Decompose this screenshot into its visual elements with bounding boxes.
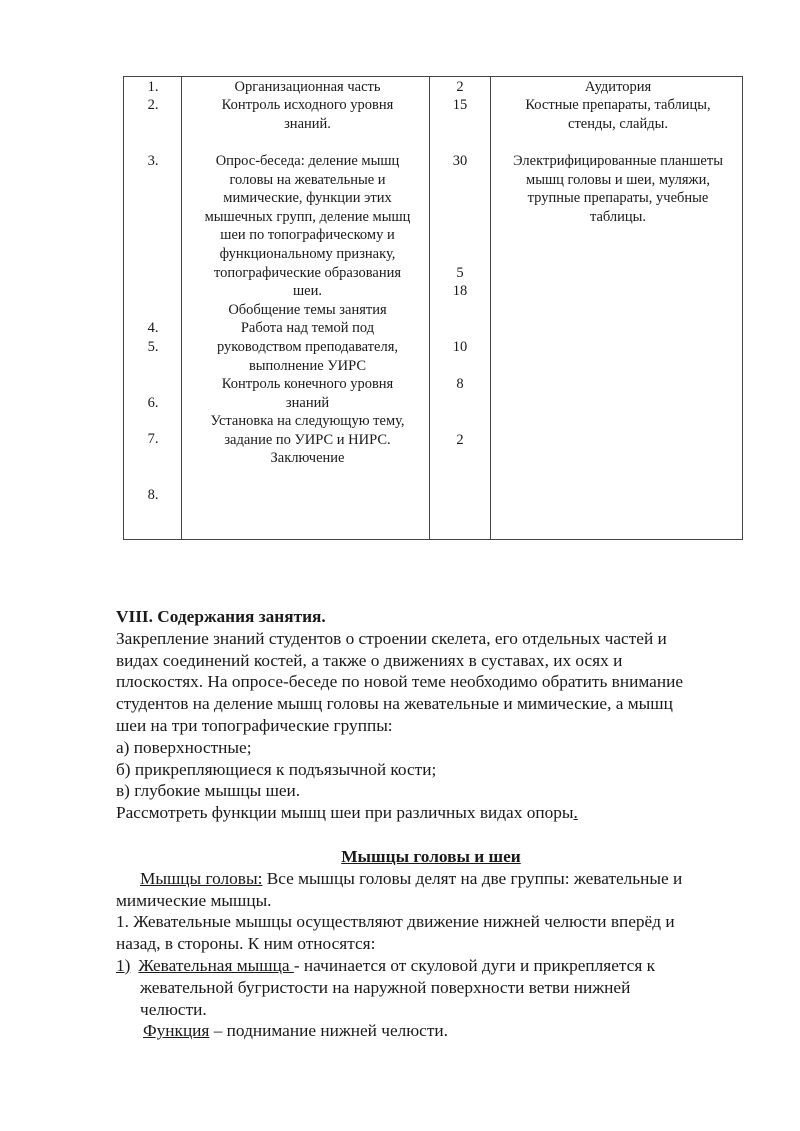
paragraph-line: студентов на деление мышц головы на жевательные и мимические, а мышц xyxy=(116,694,673,714)
row-number: 4. xyxy=(147,320,159,336)
activity-text: задание по УИРС и НИРС. xyxy=(224,432,391,448)
activity-text: шеи по топографическому и xyxy=(220,227,395,243)
paragraph-line: плоскостях. На опросе-беседе по новой теме необходимо обратить внимание xyxy=(116,672,683,692)
activity-text: знаний xyxy=(285,395,330,411)
subsection-title: Мышцы головы и шеи xyxy=(341,846,521,866)
row-number: 8. xyxy=(147,487,159,503)
row-number: 5. xyxy=(147,339,159,355)
paragraph-line: шеи на три топографические группы: xyxy=(116,715,393,735)
activity-text: шеи. xyxy=(293,283,322,299)
activity-text: Обобщение темы занятия xyxy=(228,302,387,318)
section-heading: VIII. Содержания занятия. xyxy=(116,607,326,626)
minutes-value: 8 xyxy=(456,376,464,392)
minutes-value: 5 xyxy=(456,265,464,281)
activity-text: мышечных групп, деление мышц xyxy=(204,209,411,225)
row-number: 7. xyxy=(147,431,159,447)
activity-text: Организационная часть xyxy=(234,79,381,95)
item-1-line: челюсти. xyxy=(140,999,207,1019)
activity-text: Опрос-беседа: деление мышц xyxy=(215,153,400,169)
activity-text: Контроль исходного уровня xyxy=(221,97,394,113)
minutes-value: 15 xyxy=(452,97,468,113)
item-1-text: - начинается от скуловой дуги и прикрепляется к xyxy=(293,955,655,975)
list-item: а) поверхностные; xyxy=(116,737,252,757)
chewing-line: 1. Жевательные мышцы осуществляют движение нижней челюсти вперёд и xyxy=(116,912,675,932)
row-number: 1. xyxy=(147,79,159,95)
paragraph-line: видах соединений костей, а также о движениях в суставах, их осях и xyxy=(116,650,623,670)
head-muscles-label: Мышцы головы: xyxy=(140,868,263,888)
activity-text: головы на жевательные и xyxy=(229,172,386,188)
head-muscles-line xyxy=(116,868,746,890)
chewing-line: назад, в стороны. К ним относятся: xyxy=(116,934,376,954)
row-number: 6. xyxy=(147,395,159,411)
item-1-number: 1) xyxy=(116,955,131,975)
function-label: Функция xyxy=(143,1021,210,1041)
minutes-value: 10 xyxy=(452,339,468,355)
minutes-value: 18 xyxy=(452,283,468,299)
function-line xyxy=(116,1020,746,1042)
activity-text: выполнение УИРС xyxy=(248,358,367,374)
activity-text: Установка на следующую тему, xyxy=(210,413,405,429)
minutes-value: 2 xyxy=(456,432,464,448)
head-muscles-text: Все мышцы головы делят на две группы: жевательные и xyxy=(262,868,683,888)
resource-text: мышц головы и шеи, муляжи, xyxy=(526,172,710,188)
activity-text: мимические, функции этих xyxy=(223,190,392,206)
activity-text: Работа над темой под xyxy=(240,320,375,336)
activity-text: Заключение xyxy=(270,450,345,466)
list-item: в) глубокие мышцы шеи. xyxy=(116,781,301,801)
activity-text: руководством преподавателя, xyxy=(217,339,398,355)
activity-text: топографические образования xyxy=(213,265,402,281)
item-1-label: Жевательная мышца xyxy=(138,955,294,975)
activity-text: знаний. xyxy=(284,116,331,132)
resource-text: Аудитория xyxy=(584,79,652,95)
closing-text: Рассмотреть функции мышц шеи при различных видах опоры xyxy=(116,803,574,823)
item-1-line xyxy=(116,955,746,977)
closing-dot: . xyxy=(573,803,578,823)
item-1-line: жевательной бугристости на наружной поверхности ветви нижней xyxy=(140,977,631,997)
paragraph-line: Закрепление знаний студентов о строении скелета, его отдельных частей и xyxy=(116,628,667,648)
resource-text: Электрифицированные планшеты xyxy=(513,153,723,169)
lesson-content xyxy=(116,606,746,1042)
table-divider xyxy=(490,77,491,539)
resource-text: Костные препараты, таблицы, xyxy=(525,97,711,113)
resource-text: трупные препараты, учебные xyxy=(527,190,709,206)
head-muscles-line-2: мимические мышцы. xyxy=(116,890,272,910)
activity-text: Контроль конечного уровня xyxy=(221,376,394,392)
resource-text: стенды, слайды. xyxy=(568,116,668,132)
activity-text: функциональному признаку, xyxy=(219,246,396,262)
closing-line xyxy=(116,802,746,824)
lesson-plan-table xyxy=(123,76,743,540)
minutes-value: 2 xyxy=(456,79,464,95)
table-divider xyxy=(181,77,182,539)
list-item: б) прикрепляющиеся к подъязычной кости; xyxy=(116,759,437,779)
minutes-value: 30 xyxy=(452,153,468,169)
function-text: – поднимание нижней челюсти. xyxy=(209,1021,448,1041)
row-number: 2. xyxy=(147,97,159,113)
row-number: 3. xyxy=(147,153,159,169)
resource-text: таблицы. xyxy=(589,209,647,225)
